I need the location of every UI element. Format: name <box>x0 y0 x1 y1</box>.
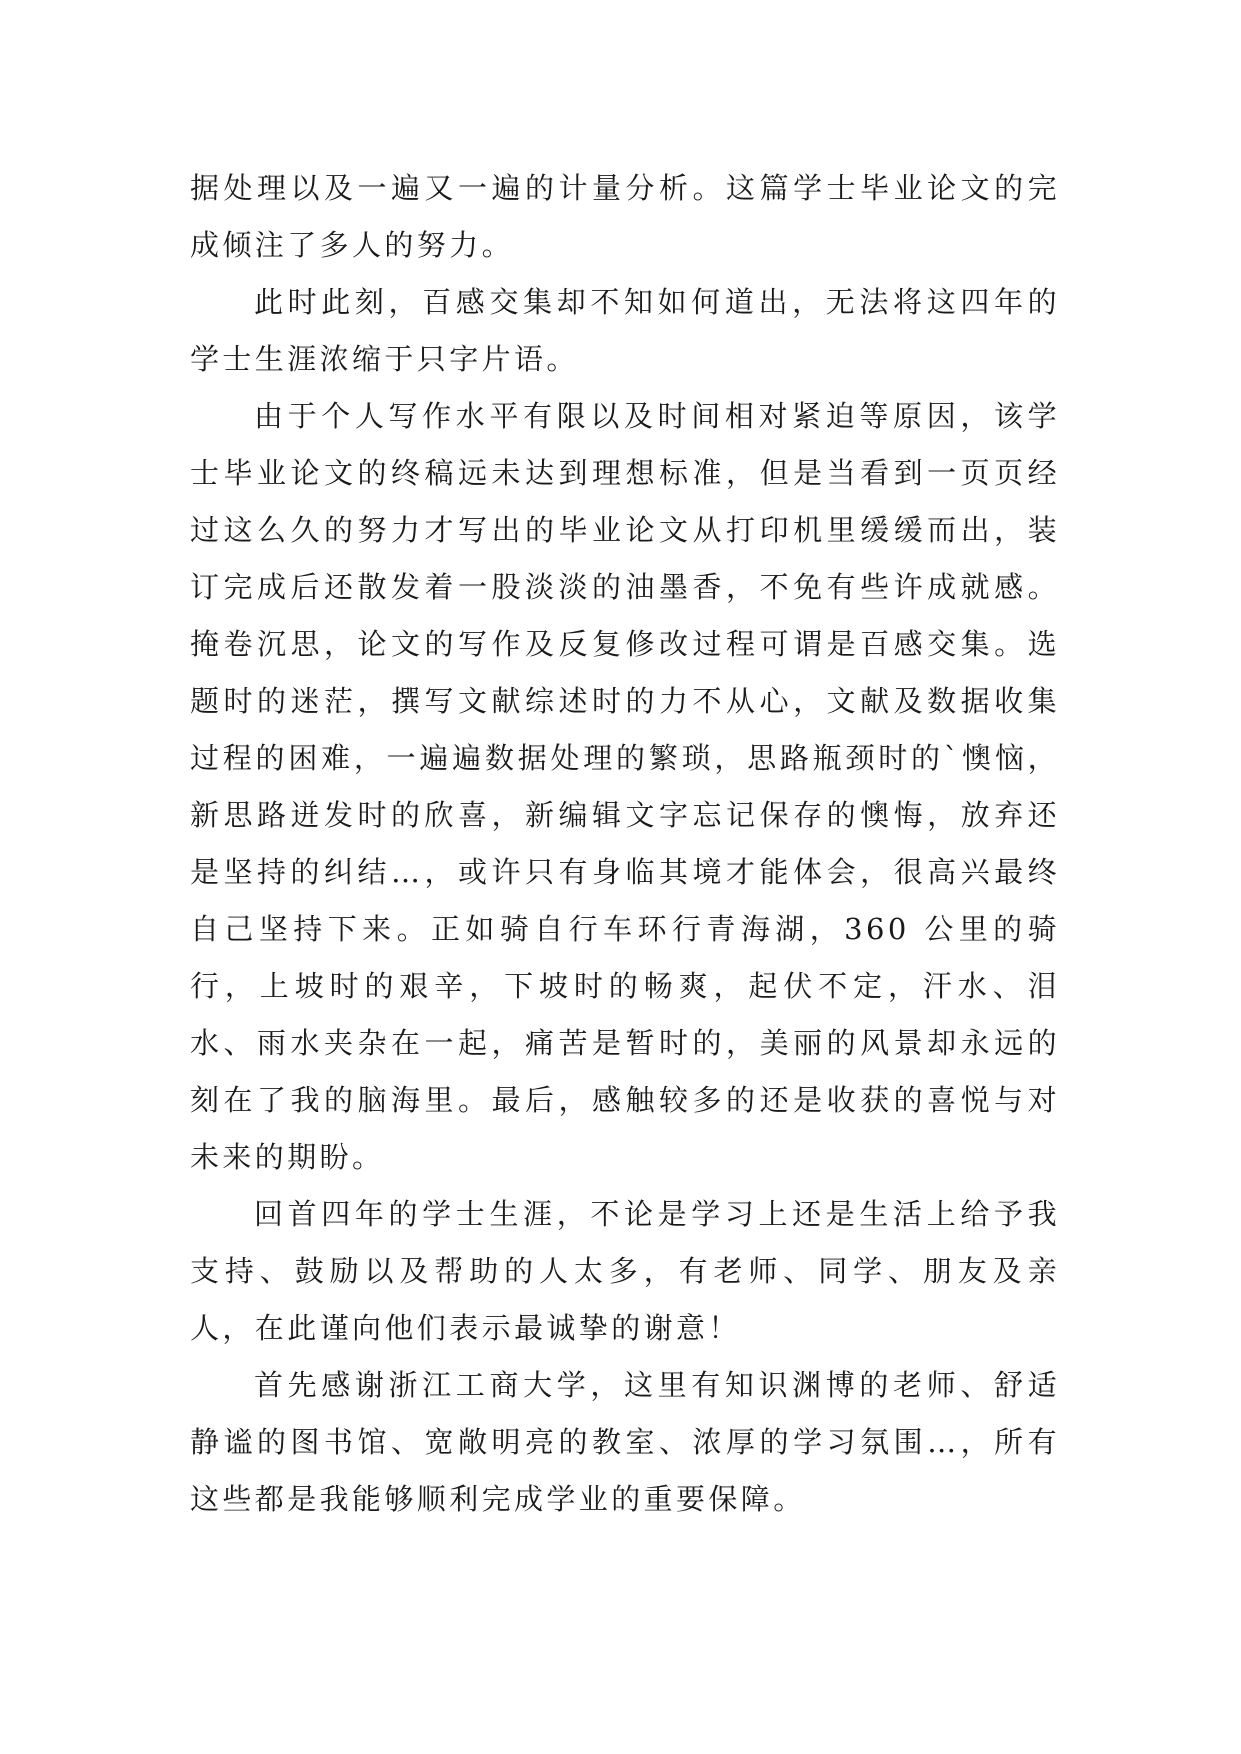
paragraph: 由于个人写作水平有限以及时间相对紧迫等原因，该学士毕业论文的终稿远未达到理想标准，但是当看到一页页经过这么久的努力才写出的毕业论文从打印机里缓缓而出，装订完成后还散发着一股淡淡的油墨香，不免有些许成就感。掩卷沉思，论文的写作及反复修改过程可谓是百感交集。选题时的迷茫，撰写文献综述时的力不从心，文献及数据收集过程的困难，一遍遍数据处理的繁琐，思路瓶颈时的`懊恼，新思路迸发时的欣喜，新编辑文字忘记保存的懊悔，放弃还是坚持的纠结…，或许只有身临其境才能体会，很高兴最终自己坚持下来。正如骑自行车环行青海湖，360 公里的骑行，上坡时的艰辛，下坡时的畅爽，起伏不定，汗水、泪水、雨水夹杂在一起，痛苦是暂时的，美丽的风景却永远的刻在了我的脑海里。最后，感触较多的还是收获的喜悦与对未来的期盼。 <box>190 399 1060 1174</box>
paragraph: 回首四年的学士生涯，不论是学习上还是生活上给予我支持、鼓励以及帮助的人太多，有老师、同学、朋友及亲人，在此谨向他们表示最诚挚的谢意！ <box>190 1197 1060 1345</box>
paragraph: 此时此刻，百感交集却不知如何道出，无法将这四年的学士生涯浓缩于只字片语。 <box>190 285 1060 376</box>
paragraph: 首先感谢浙江工商大学，这里有知识渊博的老师、舒适静谧的图书馆、宽敞明亮的教室、浓厚的学习氛围…，所有这些都是我能够顺利完成学业的重要保障。 <box>190 1368 1060 1516</box>
paragraph: 据处理以及一遍又一遍的计量分析。这篇学士毕业论文的完成倾注了多人的努力。 <box>190 171 1060 262</box>
body-text <box>190 160 1060 1528</box>
